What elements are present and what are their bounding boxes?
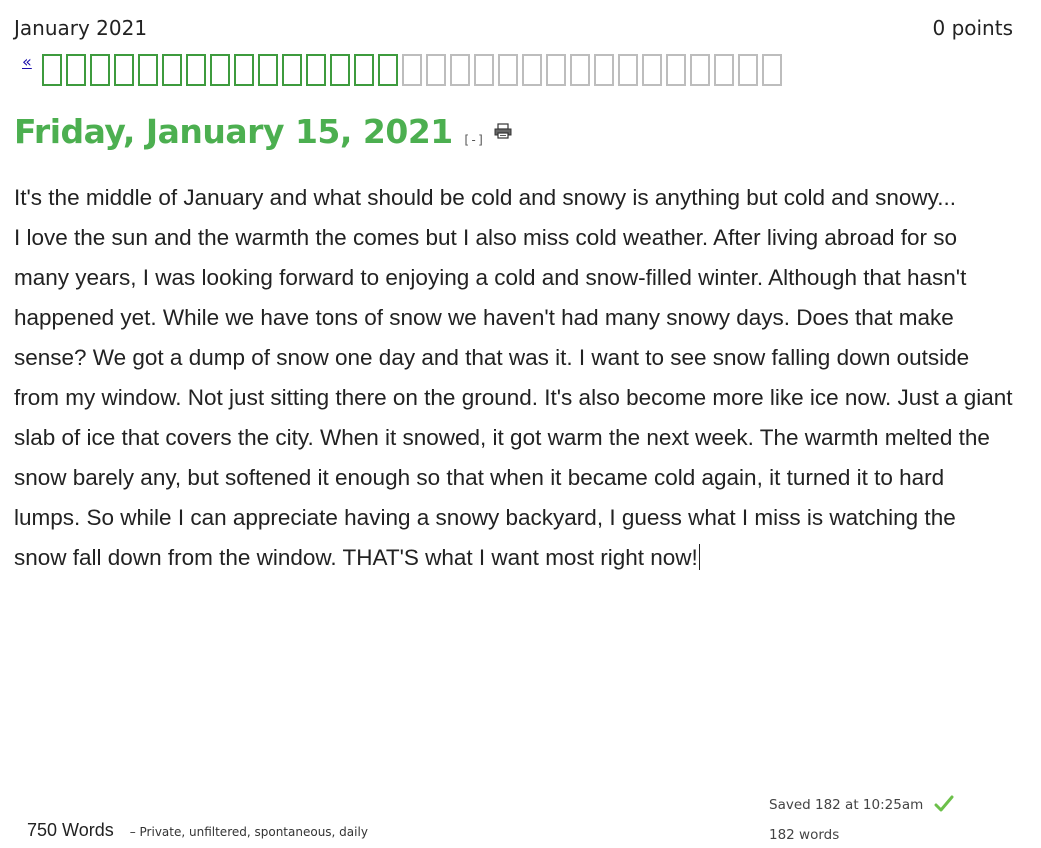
day-box[interactable] xyxy=(210,54,230,86)
day-box[interactable] xyxy=(594,54,614,86)
day-box[interactable] xyxy=(330,54,350,86)
day-box[interactable] xyxy=(378,54,398,86)
collapse-toggle[interactable]: [-] xyxy=(462,133,485,147)
day-box[interactable] xyxy=(162,54,182,86)
saved-status-text: Saved 182 at 10:25am xyxy=(769,797,924,813)
day-box[interactable] xyxy=(90,54,110,86)
text-cursor xyxy=(699,544,700,570)
day-box[interactable] xyxy=(258,54,278,86)
entry-paragraph: It's the middle of January and what should be cold and snowy is anything but cold and snowy... xyxy=(14,185,956,210)
day-navigation xyxy=(22,50,782,92)
day-box[interactable] xyxy=(690,54,710,86)
tagline: – Private, unfiltered, spontaneous, daily xyxy=(129,825,368,839)
day-box[interactable] xyxy=(666,54,686,86)
day-box[interactable] xyxy=(570,54,590,86)
printer-icon[interactable] xyxy=(494,123,512,143)
day-box[interactable] xyxy=(138,54,158,86)
day-box[interactable] xyxy=(66,54,86,86)
entry-text-area[interactable] xyxy=(14,178,1014,578)
day-box[interactable] xyxy=(306,54,326,86)
day-box[interactable] xyxy=(426,54,446,86)
day-box[interactable] xyxy=(618,54,638,86)
day-boxes xyxy=(42,54,782,86)
day-box[interactable] xyxy=(186,54,206,86)
day-box[interactable] xyxy=(714,54,734,86)
month-title: January 2021 xyxy=(14,16,148,40)
day-box[interactable] xyxy=(738,54,758,86)
footer-branding xyxy=(27,820,368,841)
day-box[interactable] xyxy=(546,54,566,86)
word-goal-label: 750 Words xyxy=(27,820,114,840)
day-box[interactable] xyxy=(450,54,470,86)
entry-date-title: Friday, January 15, 2021 xyxy=(14,112,453,151)
points-counter: 0 points xyxy=(932,16,1013,40)
day-box[interactable] xyxy=(474,54,494,86)
day-box[interactable] xyxy=(498,54,518,86)
check-icon xyxy=(934,795,954,822)
day-box[interactable] xyxy=(522,54,542,86)
day-box[interactable] xyxy=(114,54,134,86)
entry-header xyxy=(14,112,512,151)
day-box[interactable] xyxy=(282,54,302,86)
day-box[interactable] xyxy=(642,54,662,86)
previous-month-link[interactable]: « xyxy=(22,52,32,71)
save-status xyxy=(769,792,954,848)
day-box[interactable] xyxy=(234,54,254,86)
day-box[interactable] xyxy=(42,54,62,86)
word-count: 182 words xyxy=(769,827,840,843)
day-box[interactable] xyxy=(402,54,422,86)
entry-paragraph: I love the sun and the warmth the comes but I also miss cold weather. After living abroad for so many years, I was looking forward to enjoying a cold and snow-filled winter. Although that hasn't happened yet. While we have tons of snow we haven't had many snowy days. Does that make sense? We got a dump of snow one day and that was it. I want to see snow falling down outside from my window. Not just sitting there on the ground. It's also become more like ice now. Just a giant slab of ice that covers the city. When it snowed, it got warm the next week. The warmth melted the snow barely any, but softened it enough so that when it became cold again, it turned it to hard lumps. So while I can appreciate having a snowy backyard, I guess what I miss is watching the snow fall down from the window. THAT'S what I want most right now! xyxy=(14,225,1013,570)
day-box[interactable] xyxy=(762,54,782,86)
day-box[interactable] xyxy=(354,54,374,86)
